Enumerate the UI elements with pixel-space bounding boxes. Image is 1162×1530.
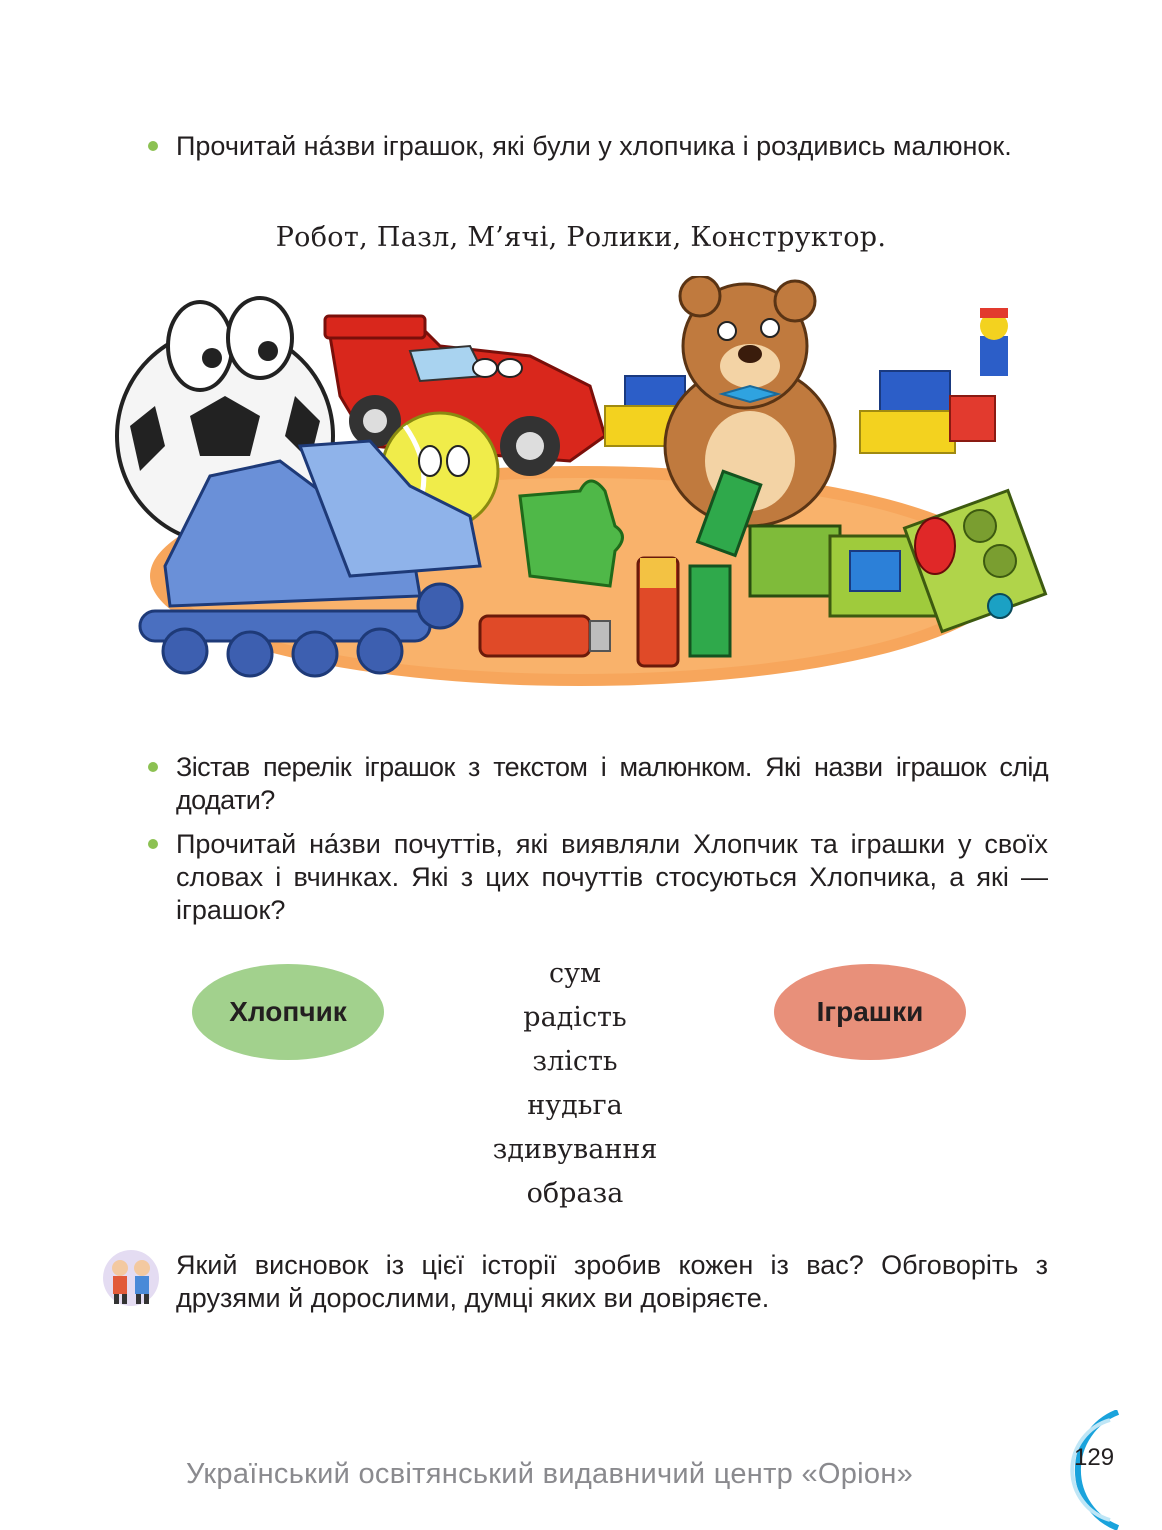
feeling-item: радість <box>523 1002 627 1033</box>
feeling-item: злість <box>532 1046 618 1077</box>
task-1-text: Прочитай на́зви іграшок, які були у хлопчика і роздивись малюнок. <box>176 131 1012 161</box>
publisher-footer: Український освітянський видавничий центр «Оріон» <box>186 1458 914 1490</box>
feeling-item: нудьга <box>527 1090 623 1121</box>
feeling-item: сум <box>548 958 601 989</box>
task-3-text: Прочитай на́зви почуттів, які виявляли Хлопчик та іграшки у своїх словах і вчинках. Які з цих почуттів стосуються Хлопчика, а які — іграшок? <box>176 829 1048 925</box>
page-number: 129 <box>1074 1444 1115 1471</box>
bullet-icon <box>148 839 158 849</box>
feeling-item: образа <box>526 1178 624 1209</box>
task-1 <box>148 130 1048 163</box>
discussion-text: Який висновок із цієї історії зробив кожен із вас? Обговоріть з друзями й дорослими, думці яких ви довіряєте. <box>176 1250 1048 1313</box>
toys-illustration <box>110 276 1050 696</box>
boy-ellipse: Хлопчик <box>192 964 384 1060</box>
bullet-icon <box>148 762 158 772</box>
task-2-text: Зістав перелік іграшок з текстом і малюнком. Які назви іграшок слід додати? <box>176 752 1048 815</box>
feelings-list <box>450 952 700 1216</box>
bullet-icon <box>148 141 158 151</box>
puzzle-icon <box>520 481 623 586</box>
toy-list: Робот, Пазл, М’ячі, Ролики, Конструктор. <box>275 222 887 253</box>
task-3 <box>148 828 1048 927</box>
toys-ellipse: Іграшки <box>774 964 966 1060</box>
task-2 <box>148 751 1048 817</box>
children-icon <box>100 1250 162 1308</box>
feeling-item: здивування <box>492 1134 658 1165</box>
